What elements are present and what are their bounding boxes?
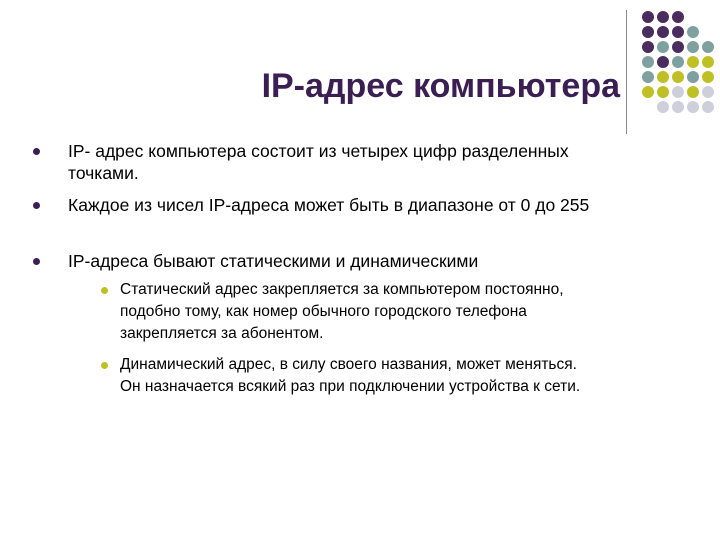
decor-dot: [687, 71, 699, 83]
decor-dot: [702, 71, 714, 83]
bullet-dot: [33, 148, 40, 155]
decor-dot: [642, 86, 654, 98]
subbullet-text-line: Статический адрес закрепляется за компьютером постоянно,: [120, 281, 564, 298]
decor-dot: [657, 11, 669, 23]
decor-dot: [657, 71, 669, 83]
slide-title: IP-адрес компьютера: [261, 67, 620, 105]
bullet-dot: [33, 258, 40, 265]
decor-dot: [642, 41, 654, 53]
subbullet-text-line: Он назначается всякий раз при подключении устройства к сети.: [120, 378, 581, 395]
decor-dot: [702, 41, 714, 53]
decor-dot: [702, 101, 714, 113]
decor-dot: [687, 41, 699, 53]
bullet-ip-structure: [68, 140, 668, 184]
decor-dot: [657, 101, 669, 113]
decor-dot: [672, 56, 684, 68]
decor-dot: [672, 11, 684, 23]
decor-dot: [672, 41, 684, 53]
bullet-text-line: точками.: [68, 163, 139, 183]
decor-dot: [672, 26, 684, 38]
title-divider-line: [626, 10, 627, 134]
decor-dot: [687, 86, 699, 98]
bullet-text-line: IP- адрес компьютера состоит из четырех цифр разделенных: [68, 141, 569, 161]
decor-dot: [657, 41, 669, 53]
subbullet-text-line: закрепляется за абонентом.: [120, 325, 324, 342]
subbullet-dot: [101, 287, 108, 294]
decor-dot: [702, 86, 714, 98]
decor-dot: [657, 26, 669, 38]
bullet-dot: [33, 202, 40, 209]
decor-dot: [687, 26, 699, 38]
subbullet-static-address: [120, 279, 710, 345]
bullet-ip-range: Каждое из чисел IP-адреса может быть в диапазоне от 0 до 255: [68, 195, 590, 215]
subbullet-dot: [101, 362, 108, 369]
decor-dot: [687, 101, 699, 113]
decor-dot: [672, 86, 684, 98]
decor-dot: [657, 86, 669, 98]
subbullet-dynamic-address: [120, 354, 710, 398]
subbullet-text-line: подобно тому, как номер обычного городского телефона: [120, 303, 527, 320]
decor-dot: [687, 56, 699, 68]
decor-dot: [702, 56, 714, 68]
decor-dot: [642, 11, 654, 23]
decor-dot: [672, 71, 684, 83]
decor-dot: [642, 26, 654, 38]
decor-dot: [657, 56, 669, 68]
decor-dot: [642, 71, 654, 83]
bullet-ip-types: IP-адреса бывают статическими и динамическими: [68, 251, 479, 271]
decor-dot: [642, 56, 654, 68]
decorative-dot-grid: [640, 11, 720, 121]
subbullet-text-line: Динамический адрес, в силу своего названия, может меняться.: [120, 356, 577, 373]
decor-dot: [672, 101, 684, 113]
